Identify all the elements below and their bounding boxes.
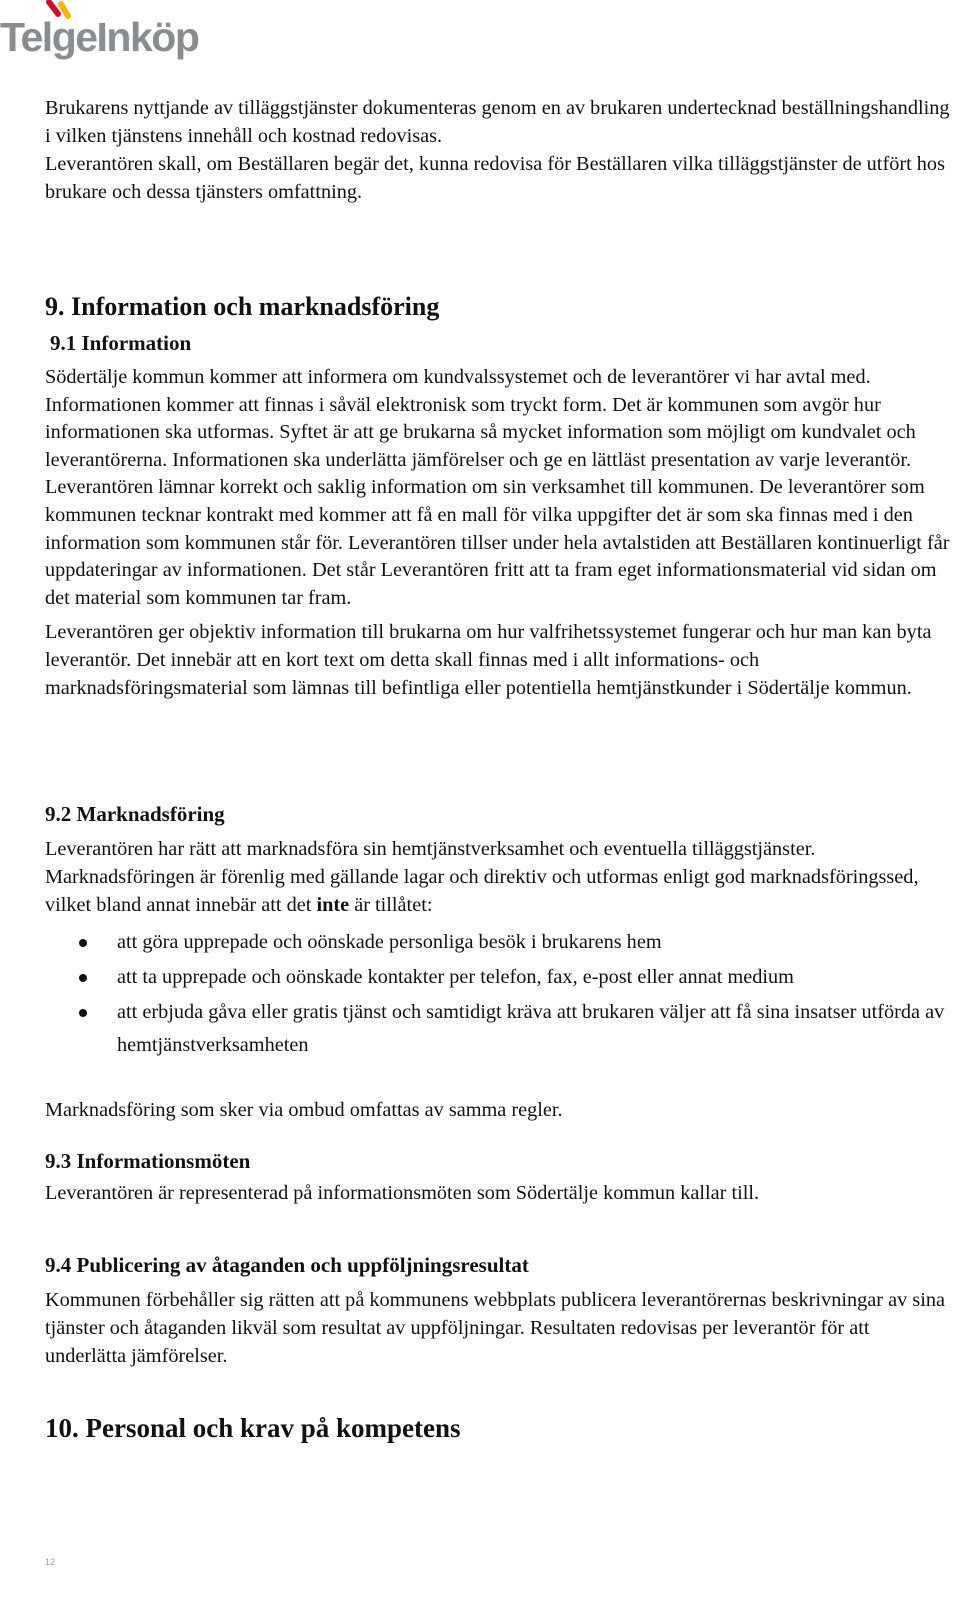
intro-paragraph-2: Leverantören skall, om Beställaren begär det, kunna redovisa för Beställaren vilka tilläggstjänster de utfört hos brukare och dessa tjänsters omfattning. — [45, 153, 945, 203]
list-item-text: att göra upprepade och oönskade personliga besök i brukarens hem — [117, 931, 662, 953]
section-9 — [45, 291, 950, 323]
section-9-2-paragraph-1 — [45, 835, 950, 919]
section-9-3-paragraph: Leverantören är representerad på informationsmöten som Södertälje kommun kallar till. — [45, 1182, 760, 1204]
section-9-2-list — [45, 926, 950, 1064]
section-9-heading: 9. Information och marknadsföring — [45, 292, 440, 321]
section-10 — [45, 1412, 950, 1444]
section-10-heading: 10. Personal och krav på kompetens — [45, 1413, 461, 1443]
section-9-2-emphasis: inte — [316, 894, 350, 916]
section-9-1 — [50, 329, 955, 357]
bullet-icon — [79, 974, 87, 982]
page-number: 12 — [45, 1557, 56, 1567]
intro-text — [45, 94, 950, 206]
section-9-1-body — [45, 364, 950, 702]
list-item — [45, 961, 950, 994]
section-9-1-heading: 9.1 Information — [50, 331, 192, 355]
section-9-3 — [45, 1147, 950, 1207]
list-item — [45, 926, 950, 959]
section-9-4 — [45, 1251, 950, 1370]
list-item-text: att ta upprepade och oönskade kontakter per telefon, fax, e-post eller annat medium — [117, 966, 794, 988]
section-9-2-text-after: är tillåtet: — [349, 894, 433, 916]
bullet-icon — [79, 1009, 87, 1017]
section-9-4-heading: 9.4 Publicering av åtaganden och uppföljningsresultat — [45, 1253, 529, 1277]
intro-paragraph-1: Brukarens nyttjande av tilläggstjänster dokumenteras genom en av brukaren undertecknad beställningshandling i vilken tjänstens innehåll och kostnad redovisas. — [45, 97, 950, 147]
section-9-2-paragraph-2: Marknadsföring som sker via ombud omfattas av samma regler. — [45, 1099, 563, 1121]
bullet-icon — [79, 939, 87, 947]
section-9-2 — [45, 800, 950, 919]
section-9-2-footer — [45, 1096, 950, 1124]
section-9-2-heading: 9.2 Marknadsföring — [45, 802, 225, 826]
logo-text: TelgeInköp — [0, 14, 199, 60]
section-9-2-text-before: Leverantören har rätt att marknadsföra sin hemtjänstverksamhet och eventuella tilläggstjänster. Marknadsföringen är förenlig med gällande lagar och direktiv och utformas enligt god marknadsföringssed, vilket bland annat innebär att det — [45, 838, 919, 916]
telge-inkop-logo — [0, 0, 215, 70]
list-item-text: att erbjuda gåva eller gratis tjänst och samtidigt kräva att brukaren väljer att få sina insatser utförda av hemtjänstverksamheten — [117, 1001, 945, 1056]
section-9-1-paragraph-2: Leverantören ger objektiv information till brukarna om hur valfrihetssystemet fungerar och hur man kan byta leverantör. Det innebär att en kort text om detta skall finnas med i allt informations- och marknadsföringsmaterial som lämnas till befintliga eller potentiella hemtjänstkunder i Södertälje kommun. — [45, 621, 932, 699]
list-item — [45, 996, 950, 1062]
section-9-1-paragraph-1: Södertälje kommun kommer att informera om kundvalssystemet och de leverantörer vi har avtal med. Informationen kommer att finnas i såväl elektronisk som tryckt form. Det är kommunen som avgör hur informationen ska utformas. Syftet är att ge brukarna så mycket information som möjligt om kundvalet och leverantörerna. Informationen ska underlätta jämförelser och ge en lättläst presentation av varje leverantör. Leverantören lämnar korrekt och saklig information om sin verksamhet till kommunen. De leverantörer som kommunen tecknar kontrakt med kommer att få en mall för vilka uppgifter det är som ska finnas med i den information som kommunen står för. Leverantören tillser under hela avtalstiden att Beställaren kontinuerligt får uppdateringar av informationen. Det står Leverantören fritt att ta fram eget informationsmaterial vid sidan om det material som kommunen tar fram. — [45, 366, 950, 609]
section-9-3-heading: 9.3 Informationsmöten — [45, 1149, 251, 1173]
section-9-4-paragraph: Kommunen förbehåller sig rätten att på kommunens webbplats publicera leverantörernas beskrivningar av sina tjänster och åtaganden likväl som resultat av uppföljningar. Resultaten redovisas per leverantör för att underlätta jämförelser. — [45, 1289, 945, 1367]
